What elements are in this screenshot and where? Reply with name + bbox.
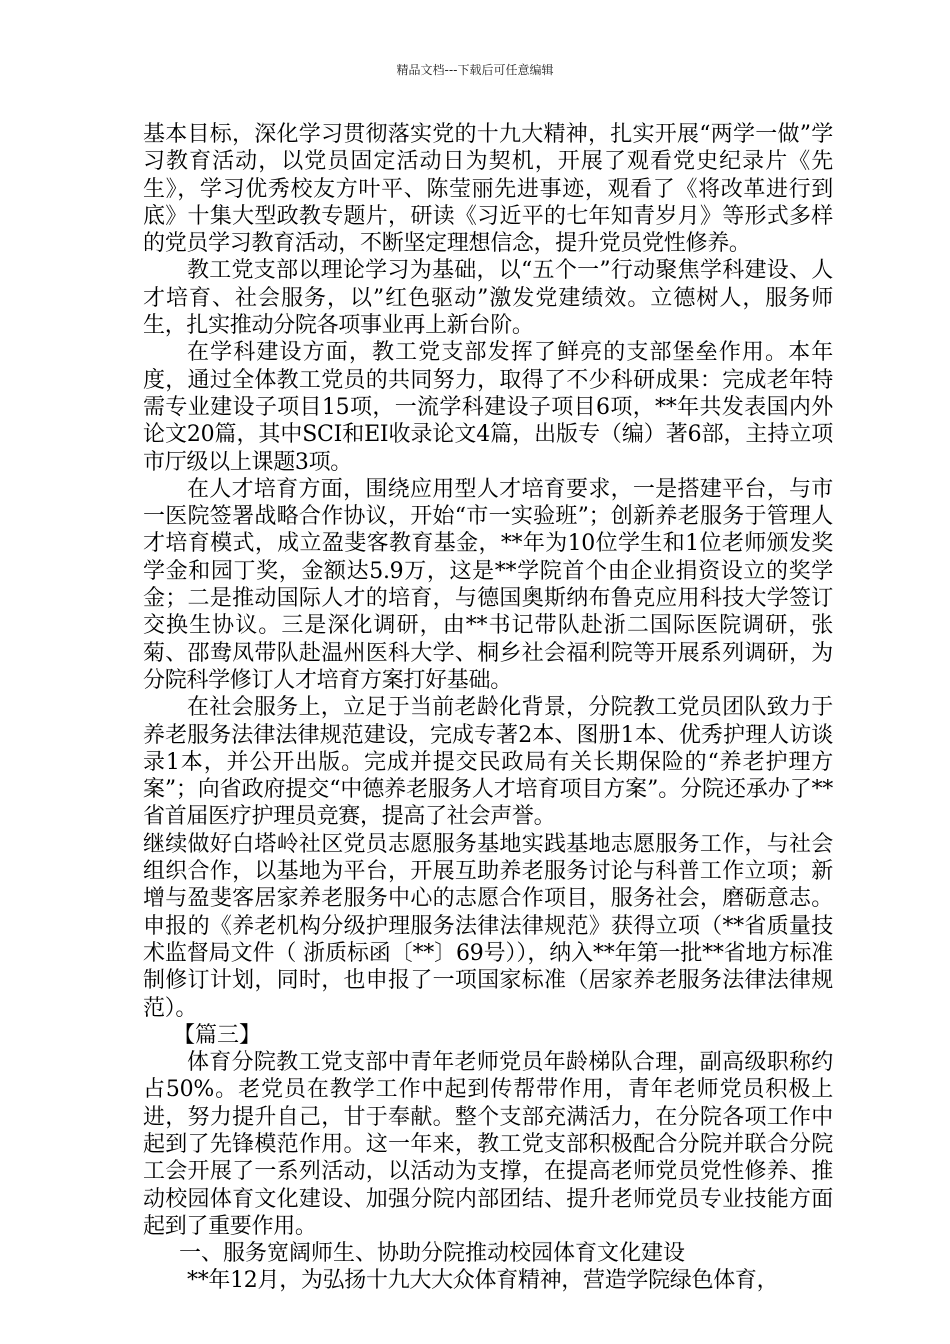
paragraph-1: 基本目标，深化学习贯彻落实党的十九大精神，扎实开展“两学一做”学习教育活动，以党员固定活动日为契机，开展了观看党史纪录片《先生》，学习优秀校友方叶平、陈莹丽先进事迹，观看了《将改革进行到底》十集大型政教专题片，研读《习近平的七年知青岁月》等形式多样的党员学习教育活动，不断坚定理想信念，提升党员党性修养。 <box>143 122 833 257</box>
paragraph-8: **年12月，为弘扬十九大大众体育精神，营造学院绿色体育， <box>187 1268 779 1294</box>
paragraph-5: 在社会服务上，立足于当前老龄化背景，分院教工党员团队致力于养老服务法律法律规范建设，完成专著2本、图册1本、优秀护理人访谈录1本，并公开出版。完成并提交民政局有关长期保险的“养老护理方案”；向省政府提交“中德养老服务人才培育项目方案”。分院还承办了**省首届医疗护理员竞赛，提高了社会声誉。 <box>143 695 833 830</box>
paragraph-3: 在学科建设方面，教工党支部发挥了鲜亮的支部堡垒作用。本年度，通过全体教工党员的共同努力，取得了不少科研成果：完成老年特需专业建设子项目15项，一流学科建设子项目6项，**年共发表国内外论文20篇，其中SCI和EI收录论文4篇，出版专（编）著6部，主持立项市厅级以上课题3项。 <box>143 340 833 475</box>
paragraph-7: 体育分院教工党支部中青年老师党员年龄梯队合理，副高级职称约占50%。老党员在教学工作中起到传帮带作用，青年老师党员积极上进，努力提升自己，甘于奉献。整个支部充满活力，在分院各项工作中起到了先锋模范作用。这一年来，教工党支部积极配合分院并联合分院工会开展了一系列活动，以活动为支撑，在提高老师党员党性修养、推动校园体育文化建设、加强分院内部团结、提升老师党员专业技能方面起到了重要作用。 <box>143 1050 833 1239</box>
paragraph-6: 继续做好白塔岭社区党员志愿服务基地实践基地志愿服务工作，与社会组织合作，以基地为平台，开展互助养老服务讨论与科普工作立项；新增与盈斐客居家养老服务中心的志愿合作项目，服务社会，磨砺意志。申报的《养老机构分级护理服务法律法律规范》获得立项（**省质量技术监督局文件（ 浙质标函〔**〕69号）），纳入**年第一批**省地方标准制修订计划，同时，也申报了一项国家标准（居家养老服务法律法律规范）。 <box>143 831 833 1021</box>
paragraph-4: 在人才培育方面，围绕应用型人才培育要求，一是搭建平台，与市一医院签署战略合作协议，开始“市一实验班”；创新养老服务于管理人才培育模式，成立盈斐客教育基金，**年为10位学生和1位老师颁发奖学金和园丁奖，金额达5.9万，这是**学院首个由企业捐资设立的奖学金；二是推动国际人才的培育，与德国奥斯纳布鲁克应用科技大学签订交换生协议。三是深化调研，由**书记带队赴浙二国际医院调研，张菊、邵鸯凤带队赴温州医科大学、桐乡社会福利院等开展系列调研，为分院科学修订人才培育方案打好基础。 <box>143 476 833 693</box>
section-heading: 【篇三】 <box>173 1022 262 1048</box>
subsection-heading: 一、服务宽阔师生、协助分院推动校园体育文化建设 <box>179 1241 686 1267</box>
paragraph-2: 教工党支部以理论学习为基础，以“五个一”行动聚焦学科建设、人才培育、社会服务，以”红色驱动”激发党建绩效。立德树人，服务师生，扎实推动分院各项事业再上新台阶。 <box>143 258 833 339</box>
document-body <box>143 121 833 1295</box>
page-header: 精品文档---下载后可任意编辑 <box>396 63 554 77</box>
